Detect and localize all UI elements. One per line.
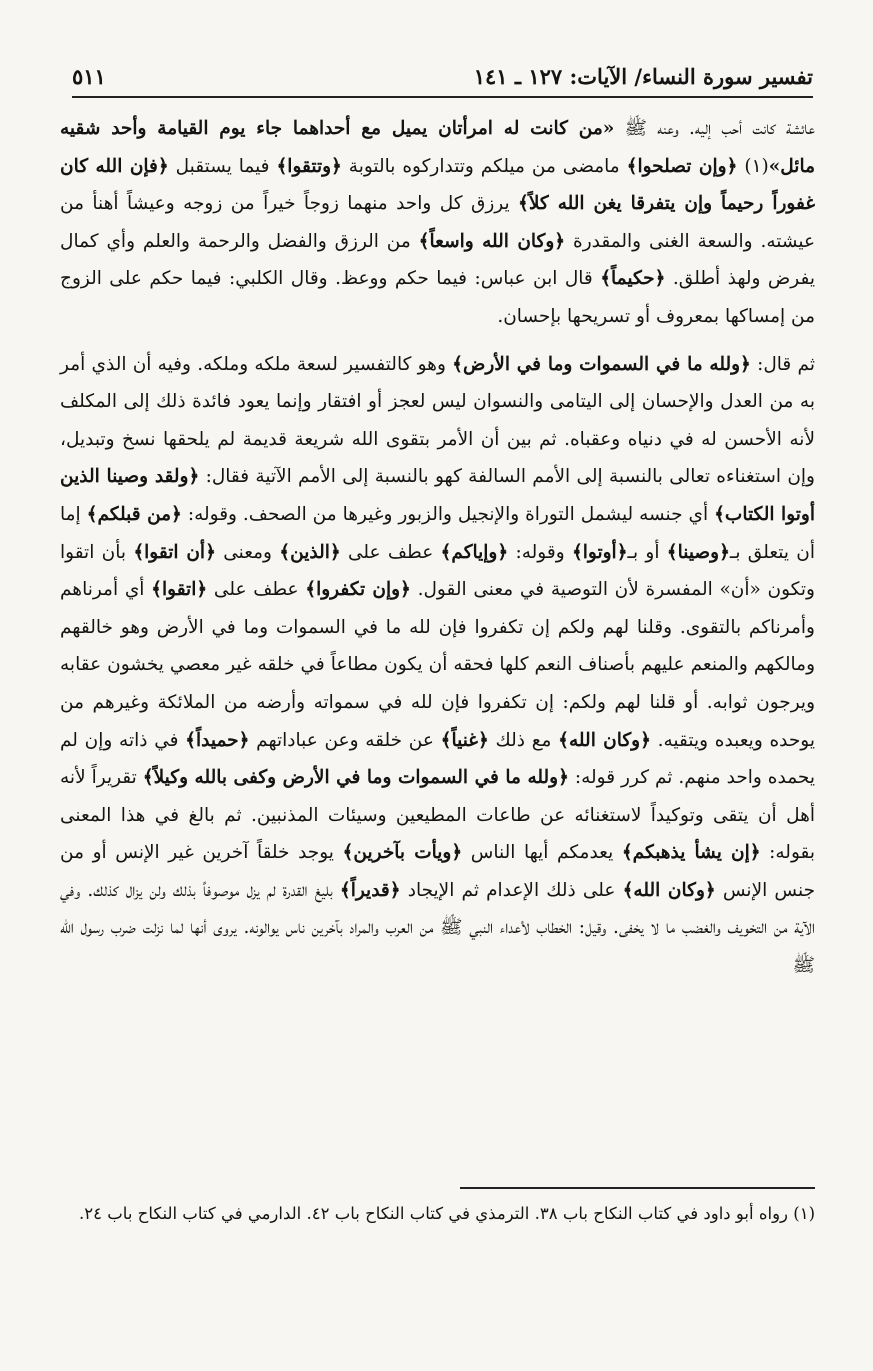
quran-quote: ﴿إن يشأ يذهبكم﴾ xyxy=(621,842,761,864)
main-text xyxy=(60,110,815,985)
text-run: عائشة كانت أحب إليه. وعنه ﷺ xyxy=(614,118,816,139)
text-run: (١) xyxy=(737,155,769,177)
running-header xyxy=(72,60,813,98)
text-run: بأن اتقوا وتكون «أن» المفسرة لأن التوصية في معنى القول. xyxy=(60,541,815,601)
quran-quote: «من كانت له امرأتان يميل مع أحداهما جاء يوم القيامة وأحد شقيه مائل» xyxy=(60,118,815,177)
footnotes xyxy=(60,1198,815,1230)
text-run: فيما يستقبل xyxy=(168,155,277,177)
text-run: وقوله: xyxy=(508,541,572,563)
footnote: (١) رواه أبو داود في كتاب النكاح باب ٣٨. الترمذي في كتاب النكاح باب ٤٢. الدارمي في كتاب النكاح باب ٢٤. xyxy=(79,1204,815,1223)
quran-quote: ﴿من قبلكم﴾ xyxy=(86,503,182,525)
quran-quote: ﴿وإن تكفروا﴾ xyxy=(305,579,411,601)
text-run: وهو كالتفسير لسعة ملكه وملكه. وفيه أن الذي أمر به من العدل والإحسان إلى اليتامى والنسوان ليس لعجز أو افتقار وإنما يعود فائدة ذلك إلى المكلف لأنه الأحسن له في دنياه وعقباه. ثم بين أن الأمر بتقوى الله شريعة قديمة لم يلحقها نسخ وتبديل، وإن استغناءه تعالى بالنسبة إلى الأمم السالفة كهو بالنسبة إلى الأمم الآتية فقال: xyxy=(60,353,815,488)
quran-quote: ﴿وتتقوا﴾ xyxy=(276,155,342,177)
quran-quote: ﴿ولله ما في السموات وما في الأرض وكفى بالله وكيلاً﴾ xyxy=(142,767,569,789)
quran-quote: ﴿فإن الله كان غفوراً رحيماً وإن يتفرقا يغن الله كلاً﴾ xyxy=(60,155,815,215)
text-run: على ذلك الإعدام ثم الإيجاد xyxy=(400,879,623,901)
quran-quote: ﴿ويأت بآخرين﴾ xyxy=(342,842,463,864)
text-run: أو بـ xyxy=(627,541,667,563)
text-run: عن خلقه وعن عباداتهم xyxy=(249,729,441,751)
text-run: مع ذلك xyxy=(488,729,559,751)
paragraph xyxy=(60,346,815,985)
quran-quote: ﴿وكان الله﴾ xyxy=(558,729,651,751)
paragraph xyxy=(60,110,815,336)
text-run: أي أمرناهم وأمرناكم بالتقوى. وقلنا لهم ولكم إن تكفروا فإن لله ما في السموات وما في الأرض وهو خالقهم ومالكهم والمنعم عليهم بأصناف النعم كلها فحقه أن يكون مطاعاً في خلقه غير معصي يخشون عقابه ويرجون ثوابه. أو قلنا لهم ولكم: إن تكفروا فإن لله في سمواته وأرضه من الملائكة وغيرهم من يوحده ويعبده ويتقيه. xyxy=(60,579,816,751)
quran-quote: ﴿قديراً﴾ xyxy=(339,879,401,901)
text-run: يوجد خلقاً آخرين غير الإنس أو من جنس الإنس xyxy=(60,842,816,901)
quran-quote: ﴿حميداً﴾ xyxy=(185,729,250,751)
text-run: قال ابن عباس: فيما حكم ووعظ. وقال الكلبي: فيما حكم على الزوج من إمساكها بمعروف أو تسريحها بإحسان. xyxy=(60,268,815,327)
quran-quote: ﴿وإياكم﴾ xyxy=(440,541,509,563)
quran-quote: ﴿وكان الله﴾ xyxy=(622,879,716,901)
header-title: تفسير سورة النساء/ الآيات: ١٢٧ ـ ١٤١ xyxy=(473,64,813,89)
quran-quote: ﴿وكان الله واسعاً﴾ xyxy=(418,230,566,252)
text-run: في ذاته وإن لم يحمده واحد منهم. ثم كرر قوله: xyxy=(60,729,815,789)
text-run: يرزق كل واحد منهما زوجاً خيراً من زوجه وعيشاً أهنأ من عيشته. والسعة الغنى والمقدرة xyxy=(60,193,815,252)
text-run: يعدمكم أيها الناس xyxy=(462,842,622,864)
text-run: عطف على xyxy=(340,541,441,563)
quran-quote: ﴿وإن تصلحوا﴾ xyxy=(626,155,738,177)
quran-quote: ﴿غنياً﴾ xyxy=(440,729,489,751)
text-run: عطف على xyxy=(207,579,306,601)
quran-quote: ﴿ولله ما في السموات وما في الأرض﴾ xyxy=(452,353,751,375)
page-number: ٥١١ xyxy=(72,64,106,89)
text-run: من الرزق والفضل والرحمة والعلم وأي كمال يفرض ولهذ أطلق. xyxy=(60,230,815,290)
text-run: أي جنسه ليشمل التوراة والإنجيل والزبور وغيرها من الصحف. وقوله: xyxy=(181,503,715,525)
quran-quote: ﴿ولقد وصينا الذين أوتوا الكتاب﴾ xyxy=(60,466,815,525)
quran-quote: ﴿حكيماً﴾ xyxy=(600,268,666,290)
text-run: تقريراً لأنه أهل أن يتقى وتوكيداً لاستغنائه عن طاعات المطيعين وسيئات المذنبين. ثم بالغ في هذا المعنى بقوله: xyxy=(60,767,816,864)
footnote-divider xyxy=(460,1187,815,1189)
text-run: ومعنى xyxy=(215,541,280,563)
quran-quote: ﴿أن اتقوا﴾ xyxy=(133,541,216,563)
text-run: بليغ القدرة لم يزل موصوفاً بذلك ولن يزال كذلك. وفي الآية من التخويف والغضب ما لا يخفى. وقيل: الخطاب لأعداء النبي ﷺ من العرب والمراد بآخرين ناس يوالونه. يروى أنها لما نزلت ضرب رسول الله ﷺ xyxy=(60,879,815,977)
quran-quote: ﴿وصينا﴾ xyxy=(666,541,730,563)
quran-quote: ﴿الذين﴾ xyxy=(279,541,341,563)
quran-quote: ﴿اتقوا﴾ xyxy=(151,579,208,601)
text-run: ثم قال: xyxy=(750,353,815,375)
text-run: إما أن يتعلق بـ xyxy=(60,503,815,563)
text-run: مامضى من ميلكم وتتداركوه بالتوبة xyxy=(341,155,627,177)
quran-quote: ﴿أوتوا﴾ xyxy=(571,541,628,563)
